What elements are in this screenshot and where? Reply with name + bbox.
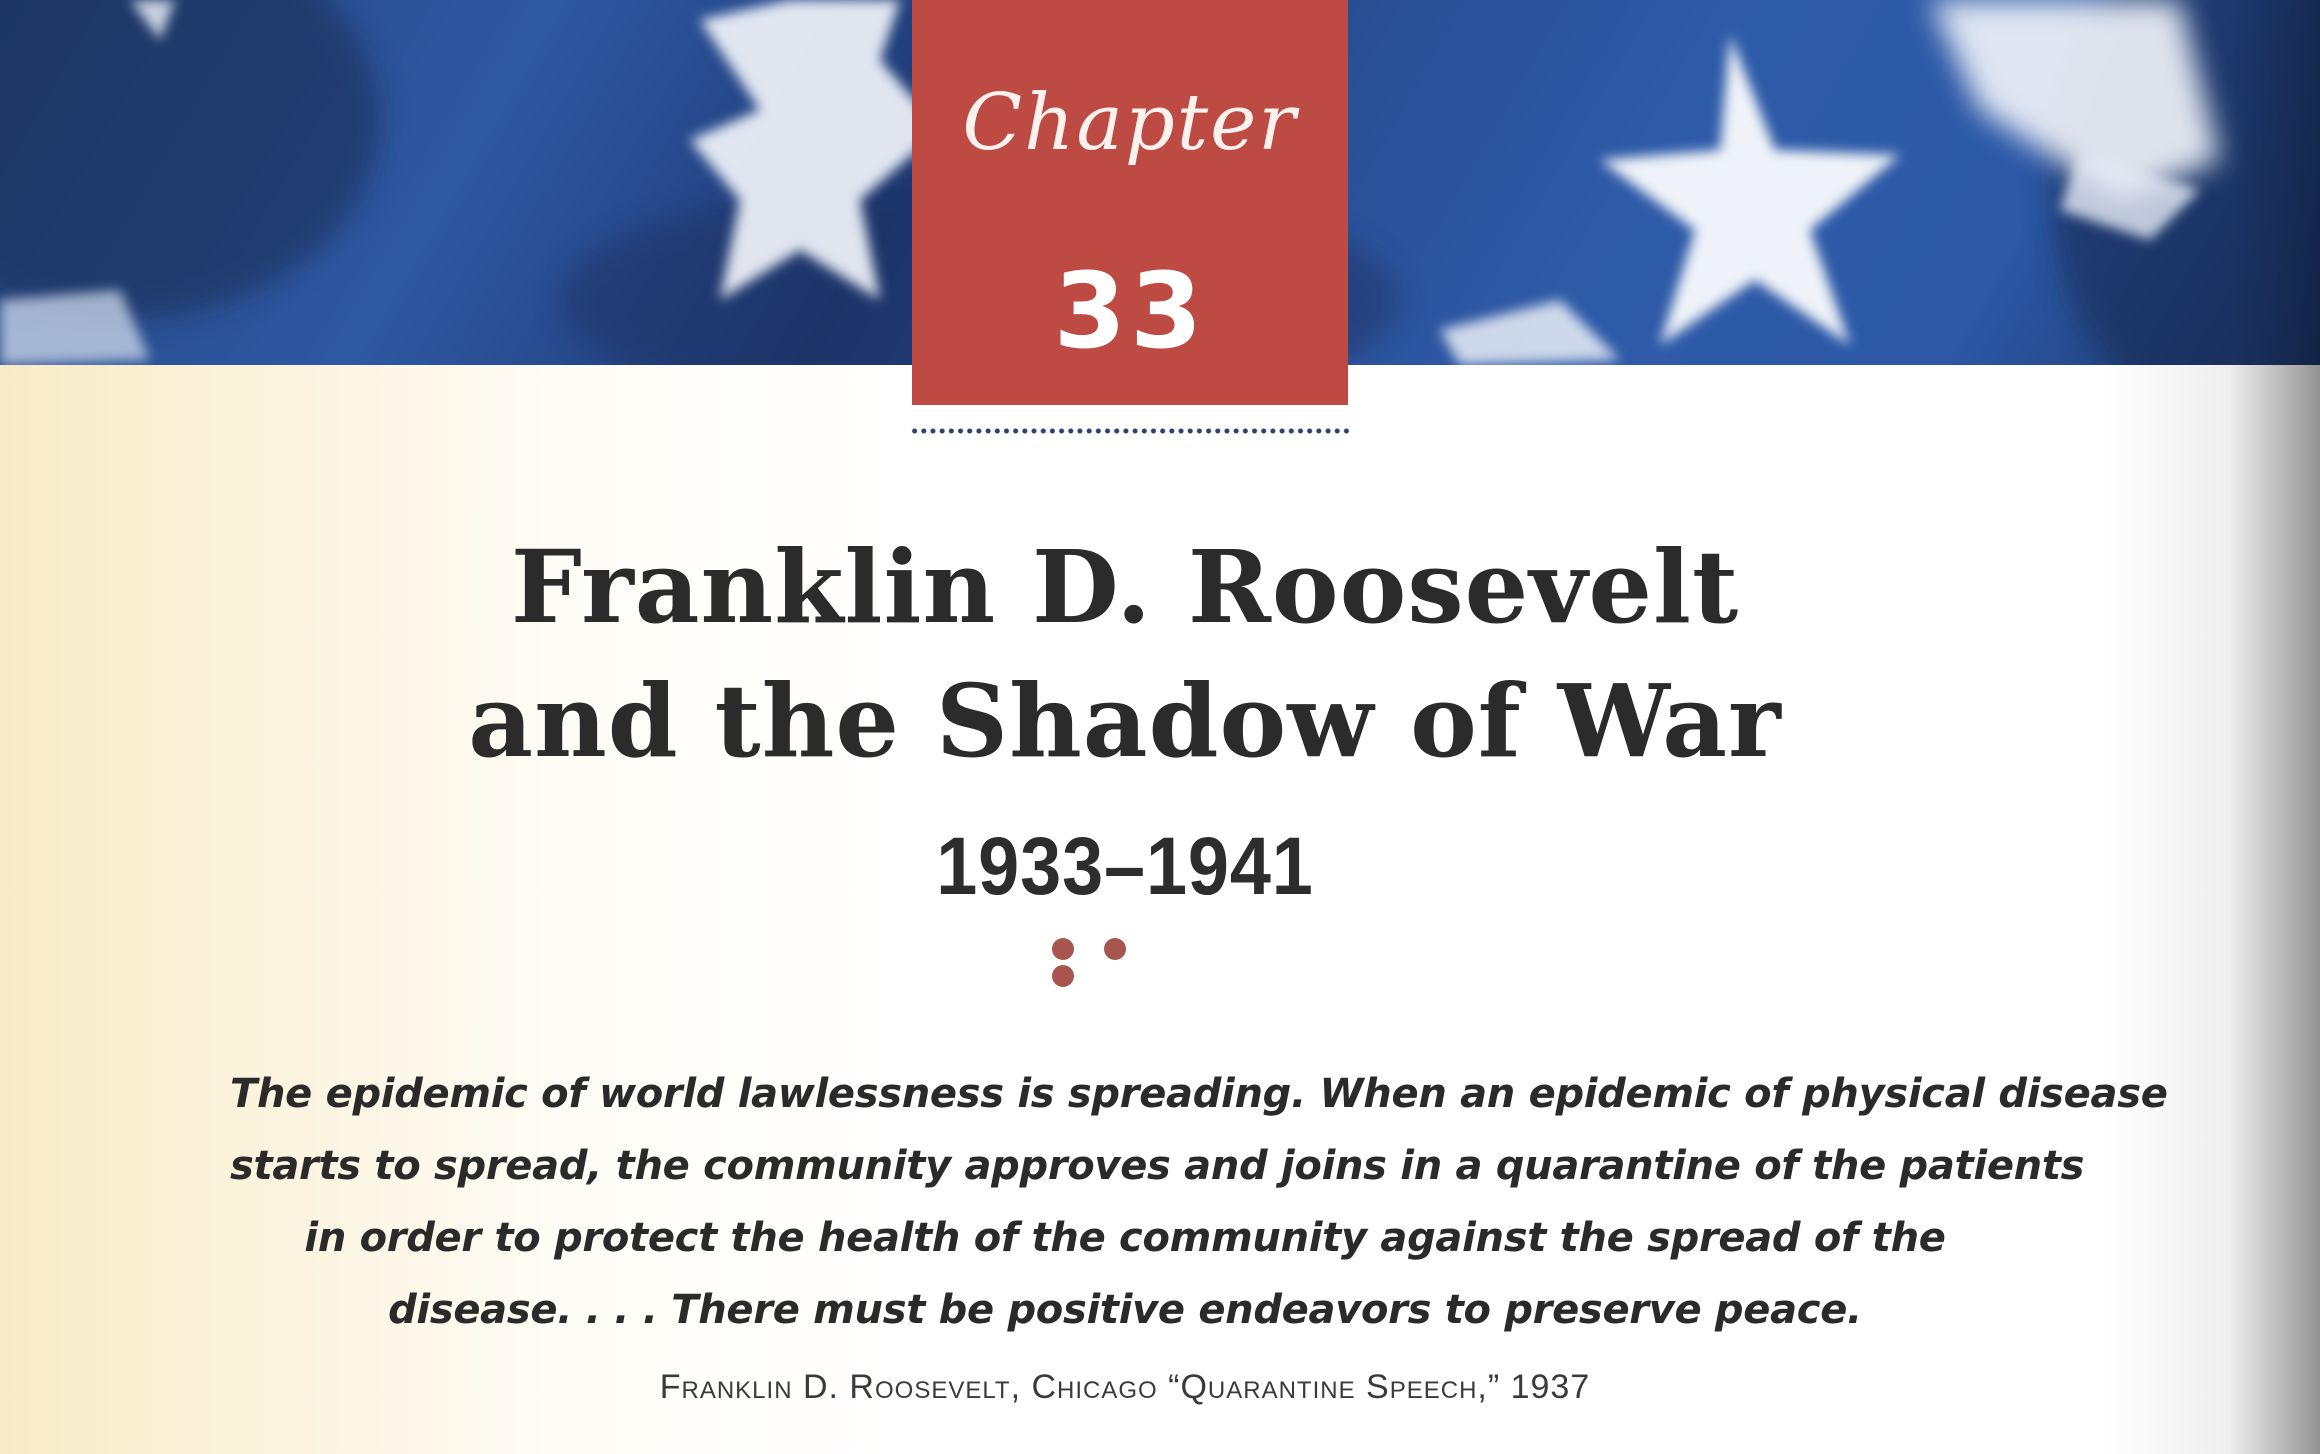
- ornament-dot-icon: [1052, 938, 1074, 960]
- epigraph-quote: [230, 1058, 2168, 1346]
- chapter-dates: 1933–1941: [936, 821, 1314, 912]
- page-edge-shadow: [2230, 0, 2320, 1454]
- chapter-title-line-1: Franklin D. Roosevelt: [510, 528, 1740, 646]
- chapter-title: [300, 520, 1950, 788]
- ornament-dot-icon: [1104, 938, 1126, 960]
- quote-line: starts to spread, the community approves and joins in a quarantine of the patients: [230, 1143, 2085, 1189]
- chapter-word: Chapter: [962, 78, 1298, 168]
- dotted-divider: [910, 427, 1350, 435]
- chapter-label-box: [912, 0, 1348, 405]
- quote-attribution: Franklin D. Roosevelt, Chicago “Quarantine Speech,” 1937: [659, 1368, 1591, 1406]
- quote-line: disease. . . . There must be positive endeavors to preserve peace.: [388, 1287, 1862, 1333]
- three-dot-ornament: [1052, 938, 1192, 968]
- chapter-title-line-2: and the Shadow of War: [468, 662, 1782, 780]
- chapter-number: 33: [1053, 250, 1207, 372]
- ornament-dot-icon: [1052, 965, 1074, 987]
- quote-line: The epidemic of world lawlessness is spreading. When an epidemic of physical disease: [230, 1071, 2168, 1117]
- quote-line: in order to protect the health of the community against the spread of the: [304, 1215, 1946, 1261]
